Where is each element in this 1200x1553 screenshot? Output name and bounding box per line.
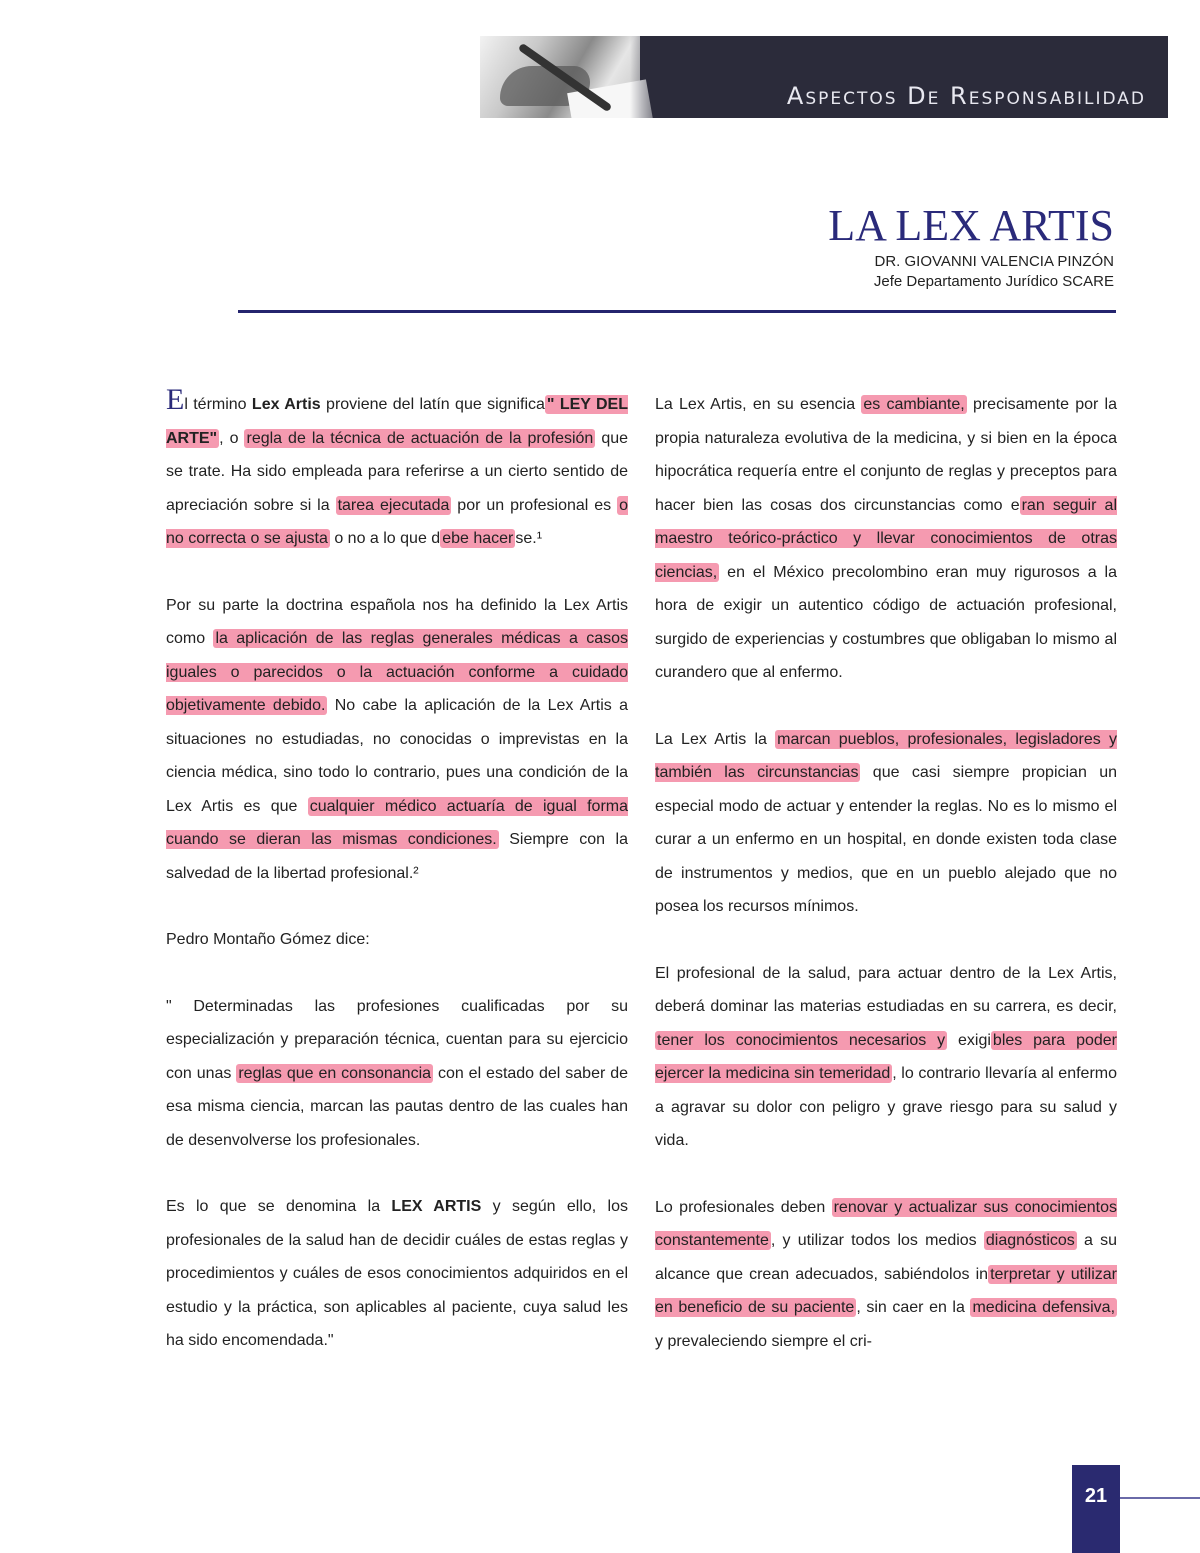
article-title-block bbox=[828, 200, 1114, 292]
paragraph bbox=[166, 383, 629, 556]
drop-cap: E bbox=[166, 383, 185, 416]
highlight: ran seguir al maestro teórico-práctico y llevar conocimientos de otras ciencias, bbox=[655, 496, 1117, 581]
bold-term: LEX ARTIS bbox=[391, 1198, 482, 1215]
text-run: se.¹ bbox=[515, 530, 543, 547]
highlight: renovar y actualizar sus conocimientos constantemente bbox=[655, 1198, 1117, 1249]
header-fade bbox=[630, 36, 670, 118]
highlight: medicina defensiva, bbox=[972, 1299, 1116, 1316]
text-run: exigi bbox=[947, 1031, 991, 1049]
text-run: y prevaleciendo siempre el cri- bbox=[655, 1332, 872, 1350]
paragraph bbox=[655, 1191, 1117, 1359]
highlight: es cambiante, bbox=[863, 396, 965, 413]
text-run: , lo contrario llevaría al enfermo a agravar su dolor con peligro y grave riesgo para su salud y vida. bbox=[655, 1065, 1117, 1149]
text-run: , y utilizar todos los medios bbox=[770, 1232, 984, 1249]
text-run: en el México precolombino eran muy rigurosos a la hora de exigir un autentico código de actuación profesional, surgido de experiencias y costumbres que obligaban lo mismo al curandero que al enfermo. bbox=[655, 563, 1117, 681]
section-header-band bbox=[480, 36, 1168, 118]
highlight: cualquier médico actuaría de igual forma cuando se dieran las mismas condiciones. bbox=[166, 797, 629, 848]
paragraph bbox=[166, 589, 628, 891]
text-run: precisamente por la propia naturaleza evolutiva de la medicina, y si bien en la época hipocrática requería entre el conjunto de reglas y preceptos para hacer bien las cosas dos circunstancias como e bbox=[655, 396, 1118, 514]
paragraph bbox=[655, 957, 1117, 1158]
footer-line bbox=[1120, 1497, 1200, 1499]
text-run: Lo profesionales deben bbox=[655, 1198, 832, 1216]
highlight: terpretar y utilizar en beneficio de su paciente bbox=[655, 1265, 1118, 1316]
text-run: La Lex Artis la bbox=[655, 730, 776, 748]
text-run: La Lex Artis, en su esencia bbox=[655, 396, 862, 413]
text-run: que casi siempre propician un especial modo de actuar y entender la reglas. No es lo mismo el curar a un enfermo en un hospital, en donde existen toda clase de instrumentos y medios, que en un pueblo alejado que no posea los recursos mínimos. bbox=[655, 764, 1117, 915]
section-title: Aspectos De Responsabilidad bbox=[786, 82, 1146, 110]
text-run: l término bbox=[184, 396, 252, 413]
text-run: con el estado del saber de esa misma ciencia, marcan las pautas dentro de las cuales han de desenvolverse los profesionales. bbox=[166, 1064, 629, 1149]
paragraph bbox=[655, 723, 1117, 924]
text-run: Es lo que se denomina la bbox=[166, 1198, 392, 1215]
page-number-box bbox=[1072, 1465, 1120, 1553]
article-author-role: Jefe Departamento Jurídico SCARE bbox=[873, 273, 1114, 290]
highlight: diagnósticos bbox=[985, 1232, 1075, 1249]
page-number: 21 bbox=[1084, 1485, 1108, 1507]
text-run: Por su parte la doctrina española nos ha definido la Lex Artis como bbox=[166, 596, 628, 647]
highlight: o no correcta o se ajusta bbox=[166, 496, 629, 547]
paragraph bbox=[166, 990, 628, 1158]
bold-term: Lex Artis bbox=[251, 396, 321, 413]
text-run: a su alcance que crean adecuados, sabiéndolos in bbox=[655, 1232, 1117, 1283]
text-run: o no a lo que d bbox=[329, 530, 441, 547]
text-run: y según ello, los profesionales de la salud han de decidir cuáles de estas reglas y procedimientos y cuáles de esos conocimientos adquiridos en el estudio y la práctica, son aplicables al paciente, cuya salud les ha sido encomendada." bbox=[166, 1198, 628, 1349]
highlight: bles para poder ejercer la medicina sin temeridad bbox=[655, 1031, 1117, 1082]
paragraph bbox=[655, 388, 1117, 690]
paragraph bbox=[166, 1190, 628, 1358]
highlight: tarea ejecutada bbox=[337, 496, 450, 514]
text-run: proviene del latín que significa bbox=[320, 396, 545, 413]
text-run: , o bbox=[219, 429, 245, 447]
text-run: , sin caer en la bbox=[856, 1299, 971, 1316]
article-author: DR. GIOVANNI VALENCIA PINZÓN bbox=[874, 253, 1114, 270]
text-run: No cabe la aplicación de la Lex Artis a situaciones no estudiadas, no conocidas o imprevistas en la ciencia médica, sino todo lo contrario, pues una condición de la Lex Artis es que bbox=[166, 697, 628, 815]
title-divider bbox=[238, 310, 1116, 313]
writing-hand-photo bbox=[480, 36, 640, 118]
text-run: por un profesional es bbox=[451, 496, 618, 514]
highlight: ebe hacer bbox=[442, 530, 514, 547]
highlight: la aplicación de las reglas generales médicas a casos iguales o parecidos o la actuación conforme a cuidado objetivamente debido. bbox=[166, 630, 628, 714]
text-run: que se trate. Ha sido empleada para referirse a un cierto sentido de apreciación sobre si la bbox=[166, 429, 629, 514]
left-column bbox=[166, 383, 629, 1391]
text-run: " Determinadas las profesiones cualificadas por su especialización y preparación técnica, cuentan para su ejercicio con unas bbox=[166, 997, 628, 1082]
highlight: marcan pueblos, profesionales, legisladores y también las circunstancias bbox=[655, 730, 1117, 781]
right-column bbox=[655, 388, 1117, 1391]
paragraph: Pedro Montaño Gómez dice: bbox=[166, 931, 370, 948]
highlight: reglas que en consonancia bbox=[238, 1064, 432, 1082]
highlight: tener los conocimientos necesarios y bbox=[657, 1031, 946, 1049]
text-run: Siempre con la salvedad de la libertad profesional.² bbox=[166, 831, 628, 882]
article-title: LA LEX ARTIS bbox=[828, 201, 1114, 250]
text-run: El profesional de la salud, para actuar dentro de la Lex Artis, deberá dominar las materias estudiadas en su carrera, es decir, bbox=[655, 964, 1117, 1015]
highlight: " LEY DEL ARTE" bbox=[166, 396, 628, 447]
highlight: regla de la técnica de actuación de la profesión bbox=[246, 429, 594, 447]
